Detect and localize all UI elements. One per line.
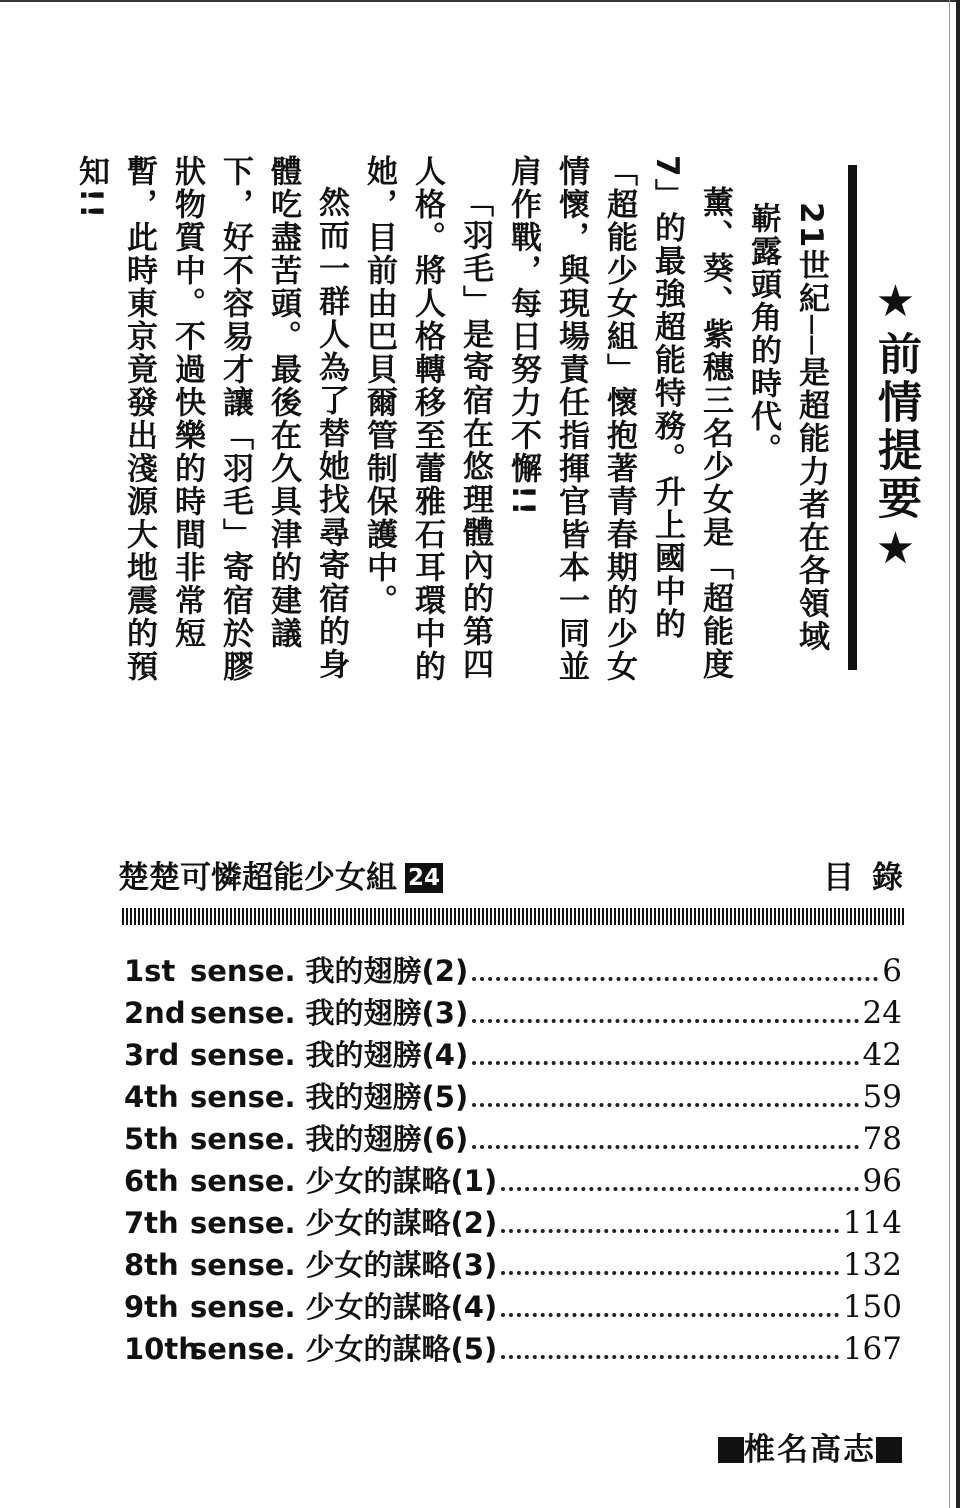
entry-title: 少女的謀略(1): [305, 1164, 498, 1198]
toc-entry: [124, 992, 902, 1034]
entry-title: 我的翅膀(6): [305, 1122, 469, 1156]
entry-sense: sense.: [190, 1164, 296, 1198]
leader-dots: [472, 1019, 858, 1023]
entry-sense: sense.: [190, 1122, 296, 1156]
entry-sense: sense.: [190, 954, 296, 988]
leader-dots: [472, 977, 878, 981]
toc-entry: [124, 1076, 902, 1118]
entry-title: 少女的謀略(2): [305, 1206, 498, 1240]
leader-dots: [501, 1313, 839, 1317]
toc-entry: [124, 1244, 902, 1286]
entry-number: 10th: [124, 1332, 199, 1366]
synopsis-paragraph: 21世紀──是超能力者在各領域嶄露頭角的時代。: [745, 201, 829, 653]
entry-page: 59: [862, 1079, 902, 1115]
synopsis-paragraph: 「羽毛」是寄宿在悠理體內的第四人格。將人格轉移至蕾雅石耳環中的她，目前由巴貝爾管制保護中。: [361, 155, 493, 683]
entry-sense: sense.: [190, 1290, 296, 1324]
entry-sense: sense.: [190, 1038, 296, 1072]
toc-entry: [124, 950, 902, 992]
synopsis-text: [73, 155, 835, 685]
toc-entry: [124, 1328, 902, 1370]
entry-page: 6: [882, 953, 902, 989]
page-right-edge: [956, 0, 960, 1508]
entry-number: 8th: [124, 1248, 179, 1282]
entry-page: 167: [842, 1331, 902, 1367]
entry-title: 我的翅膀(5): [305, 1080, 469, 1114]
entry-title: 少女的謀略(4): [305, 1290, 498, 1324]
toc-entry: [124, 1034, 902, 1076]
entry-title: 少女的謀略(3): [305, 1248, 498, 1282]
entry-sense: sense.: [190, 996, 296, 1030]
square-mark-icon: [876, 1437, 902, 1463]
entry-page: 78: [862, 1121, 902, 1157]
heading-bar: [848, 165, 857, 670]
author-name: 椎名高志: [744, 1432, 876, 1468]
entry-number: 7th: [124, 1206, 179, 1240]
entry-page: 42: [862, 1037, 902, 1073]
entry-title: 少女的謀略(5): [305, 1332, 498, 1366]
entry-page: 114: [842, 1205, 902, 1241]
entry-number: 2nd: [124, 996, 186, 1030]
entry-title: 我的翅膀(3): [305, 996, 469, 1030]
entry-number: 9th: [124, 1290, 179, 1324]
page-top-edge: [0, 0, 960, 2]
leader-dots: [472, 1145, 858, 1149]
toc-entry: [124, 1202, 902, 1244]
leader-dots: [501, 1229, 839, 1233]
entry-page: 24: [862, 995, 902, 1031]
page-edge-line: [949, 0, 950, 1508]
toc-rule: [122, 908, 904, 925]
entry-number: 4th: [124, 1080, 179, 1114]
entry-page: 132: [842, 1247, 902, 1283]
synopsis-paragraph: 薰、葵、紫穗三名少女是「超能度7」的最強超能特務。升上國中的「超能少女組」懷抱著青春期的少女情懷，與現場責任指揮官皆本一同並肩作戰，每日努力不懈!!: [505, 155, 733, 683]
entry-title: 我的翅膀(4): [305, 1038, 469, 1072]
entry-title: 我的翅膀(2): [305, 954, 469, 988]
entry-number: 6th: [124, 1164, 179, 1198]
entry-sense: sense.: [190, 1248, 296, 1282]
square-mark-icon: [718, 1437, 744, 1463]
toc-entry: [124, 1160, 902, 1202]
leader-dots: [501, 1187, 858, 1191]
volume-badge: 24: [405, 863, 443, 893]
toc-list: [124, 950, 902, 1370]
leader-dots: [472, 1061, 858, 1065]
entry-number: 3rd: [124, 1038, 180, 1072]
leader-dots: [472, 1103, 858, 1107]
synopsis-paragraph: 然而一群人為了替她找尋寄宿的身體吃盡苦頭。最後在久具津的建議下，好不容易才讓「羽毛」寄宿於膠狀物質中。不過快樂的時間非常短暫，此時東京竟發出淺源大地震的預知!!: [73, 155, 349, 683]
leader-dots: [501, 1271, 839, 1275]
leader-dots: [501, 1355, 839, 1359]
synopsis-heading: ★前情提要★: [870, 276, 921, 578]
toc-header: [118, 852, 921, 904]
entry-page: 150: [842, 1289, 902, 1325]
author-credit: [718, 1430, 902, 1470]
entry-sense: sense.: [190, 1080, 296, 1114]
entry-number: 1st: [124, 954, 176, 988]
entry-sense: sense.: [190, 1332, 296, 1366]
entry-page: 96: [862, 1163, 902, 1199]
entry-sense: sense.: [190, 1206, 296, 1240]
toc-entry: [124, 1286, 902, 1328]
toc-label: 目錄: [823, 860, 921, 896]
book-title-text: 楚楚可憐超能少女組: [118, 860, 397, 896]
book-title: [118, 852, 443, 904]
entry-number: 5th: [124, 1122, 179, 1156]
toc-entry: [124, 1118, 902, 1160]
